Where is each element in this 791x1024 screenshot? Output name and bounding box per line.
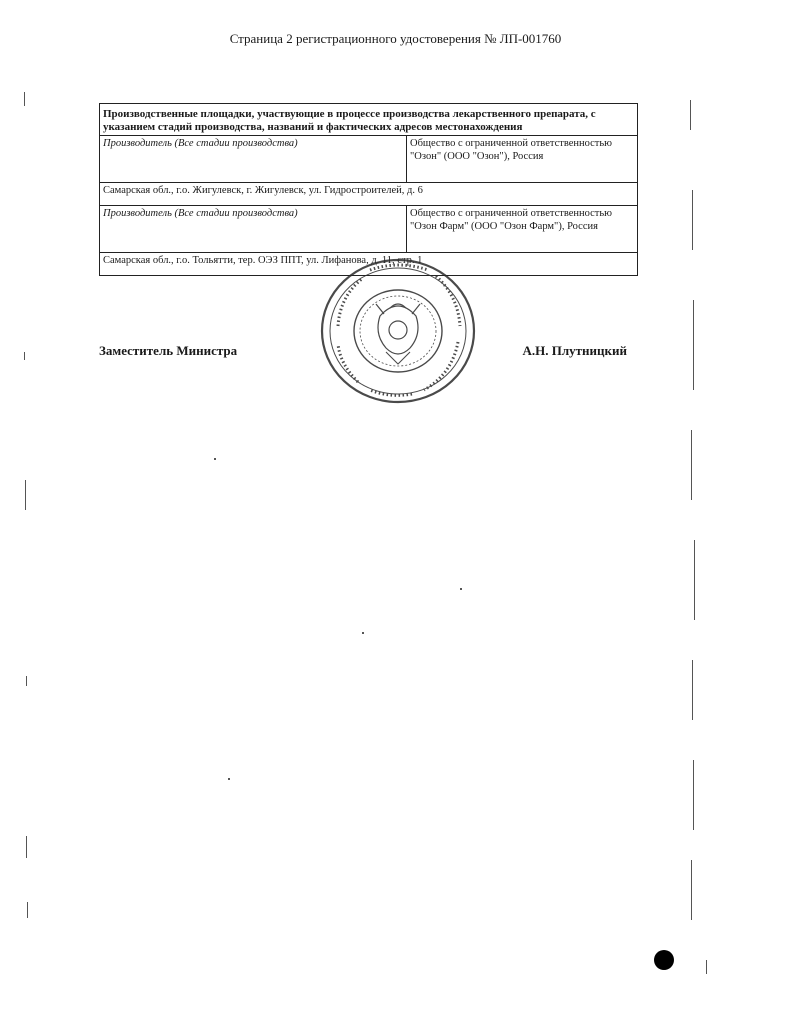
table-row (100, 136, 638, 183)
official-seal-stamp (318, 256, 478, 406)
scan-artifact (27, 902, 28, 918)
scan-artifact (694, 540, 695, 620)
company-name-cell: Общество с ограниченной ответственностью "Озон Фарм" (ООО "Озон Фарм"), Россия (407, 206, 638, 253)
producer-role-cell: Производитель (Все стадии производства) (100, 206, 407, 253)
company-name-cell: Общество с ограниченной ответственностью "Озон" (ООО "Озон"), Россия (407, 136, 638, 183)
producer-role-cell: Производитель (Все стадии производства) (100, 136, 407, 183)
scan-artifact (691, 430, 692, 500)
address-cell: Самарская обл., г.о. Тольятти, тер. ОЭЗ ППТ, ул. Лифанова, д. 11, стр. 1 (100, 253, 638, 276)
production-sites-table (99, 103, 638, 276)
scan-artifact (460, 588, 462, 590)
scan-artifact (692, 660, 693, 720)
scan-artifact (693, 760, 694, 830)
scan-artifact (362, 632, 364, 634)
scan-artifact (24, 352, 25, 360)
scan-artifact (693, 300, 694, 390)
scan-artifact (24, 92, 25, 106)
scan-dot (654, 950, 674, 970)
table-row (100, 206, 638, 253)
scan-artifact (214, 458, 216, 460)
scan-artifact (26, 836, 27, 858)
scan-artifact (26, 676, 27, 686)
signatory-name: А.Н. Плутницкий (522, 343, 627, 358)
scan-artifact (690, 100, 691, 130)
page-header: Страница 2 регистрационного удостоверения № ЛП-001760 (229, 31, 562, 46)
address-cell: Самарская обл., г.о. Жигулевск, г. Жигулевск, ул. Гидростроителей, д. 6 (100, 183, 638, 206)
scan-artifact (692, 190, 693, 250)
scan-artifact (691, 860, 692, 920)
table-caption: Производственные площадки, участвующие в процессе производства лекарственного препарата, с указанием стадий производства, названий и фактических адресов местонахождения (100, 104, 638, 136)
table-caption-row (100, 104, 638, 136)
scan-artifact (25, 480, 26, 510)
table-row (100, 183, 638, 206)
signatory-title: Заместитель Министра (99, 343, 238, 358)
scan-artifact (706, 960, 707, 974)
scan-artifact (228, 778, 230, 780)
